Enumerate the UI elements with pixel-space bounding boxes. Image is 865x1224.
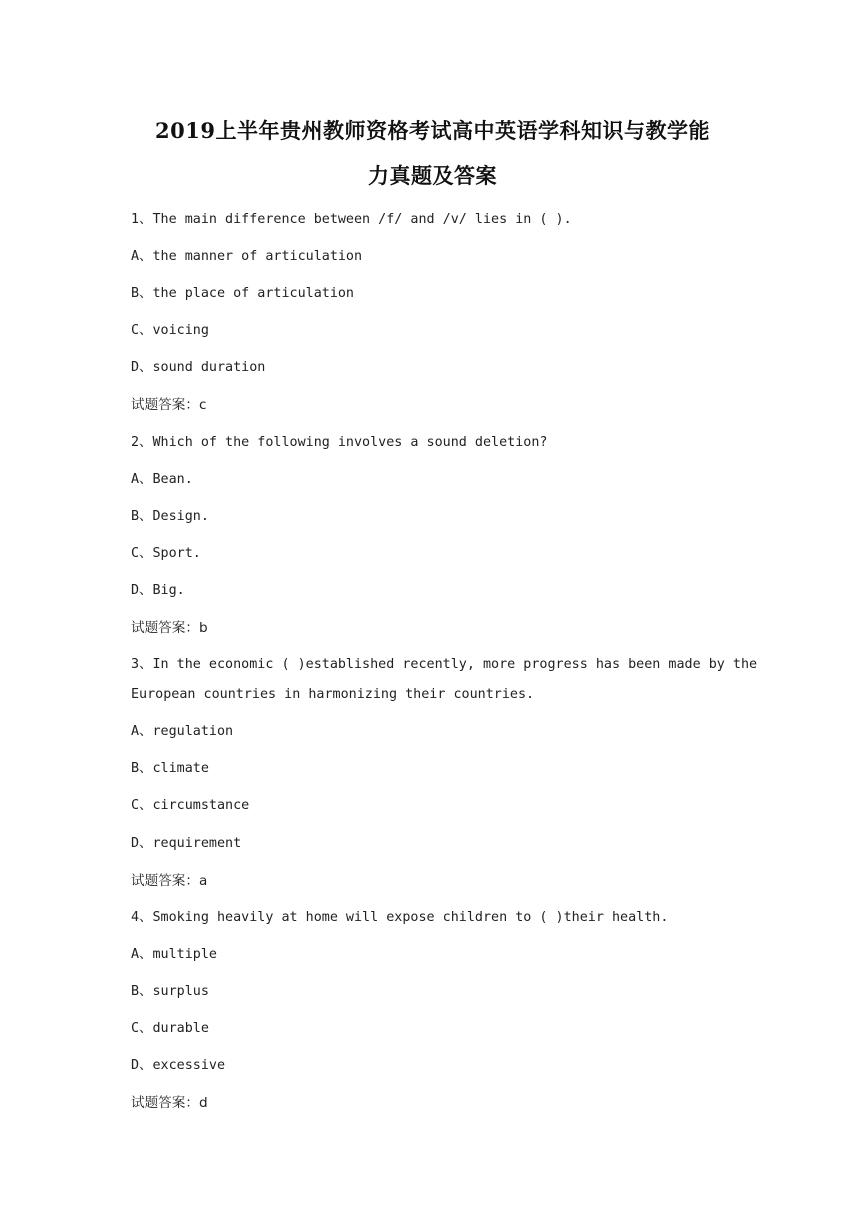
document-title-line-1: 2019上半年贵州教师资格考试高中英语学科知识与教学能	[155, 118, 710, 143]
question-1-option-c: C、voicing	[131, 323, 209, 339]
question-1-option-a: A、the manner of articulation	[131, 249, 363, 265]
question-list	[131, 210, 758, 1130]
question-4-option-c: C、durable	[131, 1020, 209, 1036]
question-1-stem: 1、The main difference between /f/ and /v/ lies in ( ).	[131, 212, 572, 227]
question-4-option-b: B、surplus	[131, 983, 209, 999]
question-3-option-c: C、circumstance	[131, 798, 250, 814]
question-2-stem: 2、Which of the following involves a sound deletion?	[131, 434, 548, 450]
question-4-answer: 试题答案：d	[131, 1095, 208, 1112]
question-2-answer: 试题答案：b	[131, 620, 208, 637]
question-1-answer: 试题答案：c	[131, 397, 207, 414]
question-3-answer: 试题答案：a	[131, 872, 208, 889]
question-2-option-d: D、Big.	[131, 582, 185, 598]
question-1-option-b: B、the place of articulation	[131, 286, 354, 302]
question-2-option-a: A、Bean.	[131, 471, 193, 487]
question-4-option-a: A、multiple	[131, 946, 217, 962]
document-title-line-2: 力真题及答案	[368, 163, 497, 188]
question-3-stem-line-2: European countries in harmonizing their countries.	[131, 687, 535, 703]
question-2-option-b: B、Design.	[131, 508, 209, 524]
question-2-option-c: C、Sport.	[131, 545, 201, 561]
question-4-stem: 4、Smoking heavily at home will expose children to ( )their health.	[131, 909, 669, 925]
question-4-option-d: D、excessive	[131, 1058, 226, 1074]
question-3-option-d: D、requirement	[131, 835, 242, 851]
question-3-stem-line-1: 3、In the economic ( )established recently, more progress has been made by the	[131, 657, 758, 673]
question-1-option-d: D、sound duration	[131, 360, 266, 376]
question-3-option-b: B、climate	[131, 761, 209, 777]
question-3-option-a: A、regulation	[131, 724, 234, 740]
